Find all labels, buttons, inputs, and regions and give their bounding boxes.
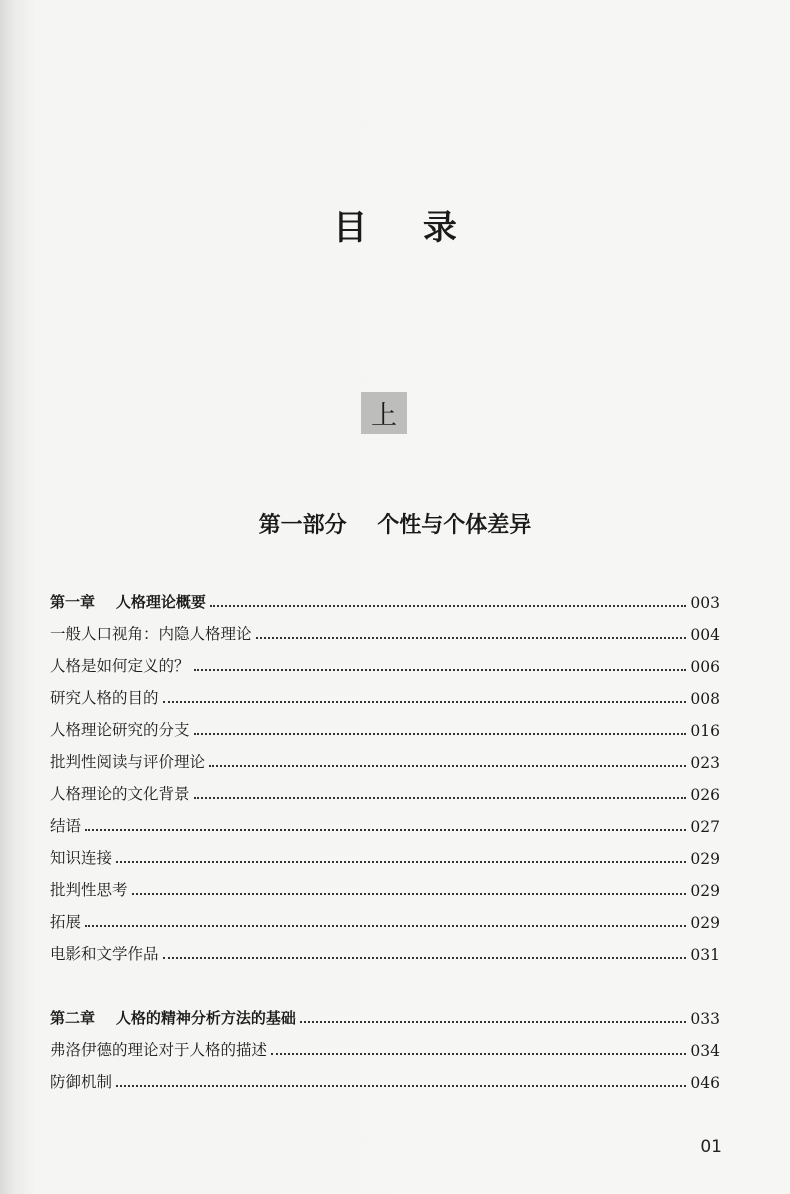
toc-section-row: [50, 616, 720, 644]
toc-page-number: 027: [690, 818, 720, 836]
page-number: 01: [700, 1137, 722, 1157]
dot-leader: [271, 1053, 686, 1055]
dot-leader: [210, 605, 687, 607]
toc-section-row: [50, 776, 720, 804]
toc-section-row: [50, 936, 720, 964]
toc-section-row: [50, 648, 720, 676]
dot-leader: [209, 765, 686, 767]
toc-entry-label: 人格是如何定义的？: [50, 657, 190, 675]
toc-entry-label: 人格理论的文化背景: [50, 785, 190, 803]
toc-section-row: [50, 904, 720, 932]
toc-section-row: [50, 840, 720, 868]
dot-leader: [116, 1085, 686, 1087]
part-heading: 第一部分 个性与个体差异: [258, 512, 532, 538]
toc-page-number: 029: [690, 882, 720, 900]
toc-entry-label: 防御机制: [50, 1073, 113, 1091]
page-title: 目 录: [333, 208, 479, 248]
toc-chapter-row: [50, 584, 720, 612]
dot-leader: [256, 637, 687, 639]
toc-chapter-row: [50, 1000, 720, 1028]
toc-entry-label: 人格理论研究的分支: [50, 721, 190, 739]
toc-entry-label: 结语: [50, 817, 82, 835]
toc-entry-label: 批判性阅读与评价理论: [50, 753, 206, 771]
toc-page-number: 016: [690, 722, 720, 740]
toc-page-number: 029: [690, 850, 720, 868]
toc-section-row: [50, 712, 720, 740]
toc-page-number: 033: [690, 1010, 720, 1028]
dot-leader: [163, 957, 687, 959]
toc-section-row: [50, 1032, 720, 1060]
toc-section-row: [50, 872, 720, 900]
toc-entry-label: 第一章 人格理论概要: [50, 593, 206, 611]
toc-section-row: [50, 744, 720, 772]
toc-section-row: [50, 680, 720, 708]
toc-page-number: 029: [690, 914, 720, 932]
toc-entry-label: 电影和文学作品: [50, 945, 159, 963]
toc-page-number: 008: [690, 690, 720, 708]
toc-section-row: [50, 1064, 720, 1092]
toc-page-number: 034: [690, 1042, 720, 1060]
dot-leader: [194, 797, 687, 799]
dot-leader: [85, 829, 686, 831]
toc-entry-label: 第二章 人格的精神分析方法的基础: [50, 1009, 296, 1027]
toc-entry-label: 拓展: [50, 913, 82, 931]
volume-badge: 上: [361, 392, 407, 434]
dot-leader: [300, 1021, 687, 1023]
toc-page-number: 003: [690, 594, 720, 612]
toc-page-number: 046: [690, 1074, 720, 1092]
toc-section-row: [50, 808, 720, 836]
toc-page-number: 031: [690, 946, 720, 964]
toc-entry-label: 批判性思考: [50, 881, 128, 899]
dot-leader: [132, 893, 687, 895]
toc-page-number: 006: [690, 658, 720, 676]
toc-page-number: 004: [690, 626, 720, 644]
dot-leader: [194, 733, 687, 735]
dot-leader: [85, 925, 686, 927]
toc-page-number: 023: [690, 754, 720, 772]
dot-leader: [163, 701, 687, 703]
toc-entry-label: 知识连接: [50, 849, 113, 867]
dot-leader: [116, 861, 686, 863]
toc-entry-label: 弗洛伊德的理论对于人格的描述: [50, 1041, 268, 1059]
dot-leader: [194, 669, 687, 671]
toc-entry-label: 一般人口视角：内隐人格理论: [50, 625, 252, 643]
toc-page-number: 026: [690, 786, 720, 804]
toc-entry-label: 研究人格的目的: [50, 689, 159, 707]
